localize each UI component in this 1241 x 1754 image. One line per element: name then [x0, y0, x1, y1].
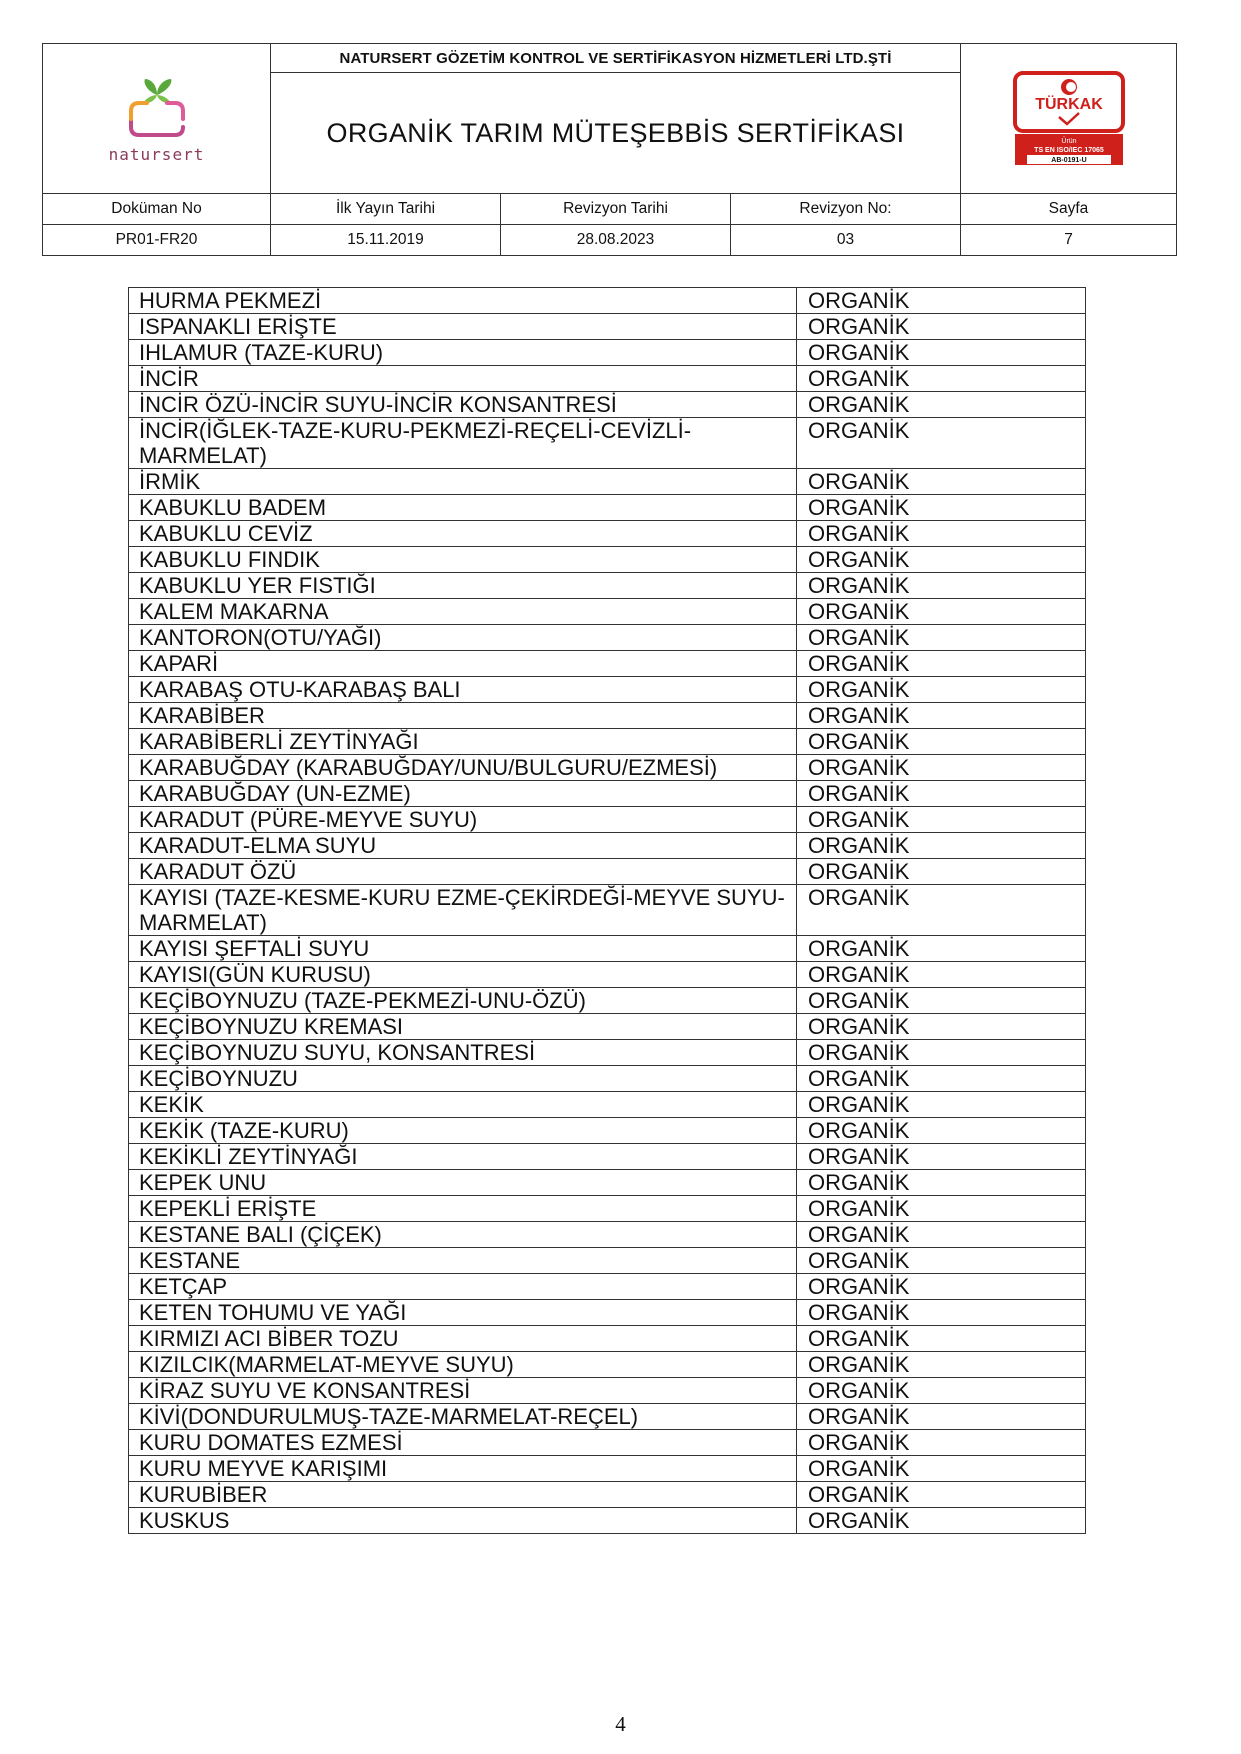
table-row — [129, 729, 1086, 755]
product-name: KARADUT ÖZÜ — [129, 859, 797, 885]
table-row — [129, 988, 1086, 1014]
product-status: ORGANİK — [797, 1404, 1086, 1430]
product-name: KABUKLU FINDIK — [129, 547, 797, 573]
product-status: ORGANİK — [797, 677, 1086, 703]
table-row — [129, 833, 1086, 859]
product-name: İNCİR(İĞLEK-TAZE-KURU-PEKMEZİ-REÇELİ-CEVİZLİ-MARMELAT) — [129, 418, 797, 469]
table-row — [129, 1040, 1086, 1066]
page-number: 4 — [615, 1712, 626, 1736]
meta-value-revision-date: 28.08.2023 — [501, 225, 731, 256]
table-row — [129, 1144, 1086, 1170]
document-title: ORGANİK TARIM MÜTEŞEBBİS SERTİFİKASI — [271, 73, 961, 194]
product-status: ORGANİK — [797, 625, 1086, 651]
product-status: ORGANİK — [797, 936, 1086, 962]
product-name: KEÇİBOYNUZU SUYU, KONSANTRESİ — [129, 1040, 797, 1066]
product-status: ORGANİK — [797, 599, 1086, 625]
product-status: ORGANİK — [797, 1040, 1086, 1066]
meta-label-revision-no: Revizyon No: — [731, 194, 961, 225]
product-status: ORGANİK — [797, 781, 1086, 807]
table-row — [129, 651, 1086, 677]
meta-value-revision-no: 03 — [731, 225, 961, 256]
product-name: KURUBİBER — [129, 1482, 797, 1508]
product-name: KABUKLU BADEM — [129, 495, 797, 521]
product-name: KEÇİBOYNUZU — [129, 1066, 797, 1092]
product-status: ORGANİK — [797, 885, 1086, 936]
product-name: KUSKUS — [129, 1508, 797, 1534]
table-row — [129, 1118, 1086, 1144]
product-name: KURU DOMATES EZMESİ — [129, 1430, 797, 1456]
product-name: KAYISI (TAZE-KESME-KURU EZME-ÇEKİRDEĞİ-MEYVE SUYU-MARMELAT) — [129, 885, 797, 936]
product-status: ORGANİK — [797, 469, 1086, 495]
product-status: ORGANİK — [797, 1456, 1086, 1482]
product-name: KABUKLU CEVİZ — [129, 521, 797, 547]
table-row — [129, 936, 1086, 962]
product-name: KABUKLU YER FISTIĞI — [129, 573, 797, 599]
logo-icon — [117, 73, 197, 143]
table-row — [129, 859, 1086, 885]
meta-label-revision-date: Revizyon Tarihi — [501, 194, 731, 225]
product-status: ORGANİK — [797, 1482, 1086, 1508]
product-name: KURU MEYVE KARIŞIMI — [129, 1456, 797, 1482]
table-row — [129, 547, 1086, 573]
product-name: KİRAZ SUYU VE KONSANTRESİ — [129, 1378, 797, 1404]
product-name: KETEN TOHUMU VE YAĞI — [129, 1300, 797, 1326]
product-name: KARADUT-ELMA SUYU — [129, 833, 797, 859]
table-row — [129, 469, 1086, 495]
meta-label-first-date: İlk Yayın Tarihi — [271, 194, 501, 225]
logo-text: natursert — [108, 145, 205, 164]
product-rows — [129, 288, 1086, 1534]
table-row — [129, 392, 1086, 418]
document-header — [42, 43, 1177, 256]
table-row — [129, 1066, 1086, 1092]
table-row — [129, 521, 1086, 547]
product-name: KANTORON(OTU/YAĞI) — [129, 625, 797, 651]
product-status: ORGANİK — [797, 1170, 1086, 1196]
table-row — [129, 1326, 1086, 1352]
turkak-line3: AB-0191-U — [1050, 156, 1087, 164]
meta-label-doc-no: Doküman No — [43, 194, 271, 225]
table-row — [129, 1508, 1086, 1534]
product-status: ORGANİK — [797, 392, 1086, 418]
accreditation-cell — [961, 44, 1177, 194]
product-name: KAPARİ — [129, 651, 797, 677]
product-name: KARABİBER — [129, 703, 797, 729]
product-status: ORGANİK — [797, 1196, 1086, 1222]
table-row — [129, 625, 1086, 651]
meta-label-page: Sayfa — [961, 194, 1177, 225]
product-status: ORGANİK — [797, 1508, 1086, 1534]
product-name: KARABİBERLİ ZEYTİNYAĞI — [129, 729, 797, 755]
product-status: ORGANİK — [797, 288, 1086, 314]
table-row — [129, 703, 1086, 729]
product-status: ORGANİK — [797, 833, 1086, 859]
turkak-line2: TS EN ISO/IEC 17065 — [1033, 146, 1104, 154]
product-status: ORGANİK — [797, 807, 1086, 833]
product-name: KARABAŞ OTU-KARABAŞ BALI — [129, 677, 797, 703]
table-row — [129, 1170, 1086, 1196]
table-row — [129, 1456, 1086, 1482]
table-row — [129, 1482, 1086, 1508]
product-status: ORGANİK — [797, 1300, 1086, 1326]
meta-value-page: 7 — [961, 225, 1177, 256]
turkak-logo-icon — [1013, 71, 1125, 167]
product-name: KAYISI(GÜN KURUSU) — [129, 962, 797, 988]
product-status: ORGANİK — [797, 495, 1086, 521]
table-row — [129, 1274, 1086, 1300]
product-status: ORGANİK — [797, 340, 1086, 366]
table-row — [129, 885, 1086, 936]
table-row — [129, 807, 1086, 833]
product-status: ORGANİK — [797, 1248, 1086, 1274]
product-status: ORGANİK — [797, 755, 1086, 781]
product-status: ORGANİK — [797, 1326, 1086, 1352]
product-status: ORGANİK — [797, 703, 1086, 729]
turkak-brand: TÜRKAK — [1034, 95, 1103, 113]
product-name: KETÇAP — [129, 1274, 797, 1300]
product-status: ORGANİK — [797, 988, 1086, 1014]
product-status: ORGANİK — [797, 314, 1086, 340]
table-row — [129, 1300, 1086, 1326]
product-status: ORGANİK — [797, 1274, 1086, 1300]
table-row — [129, 1378, 1086, 1404]
product-name: İNCİR ÖZÜ-İNCİR SUYU-İNCİR KONSANTRESİ — [129, 392, 797, 418]
product-status: ORGANİK — [797, 651, 1086, 677]
product-name: KEKİK (TAZE-KURU) — [129, 1118, 797, 1144]
table-row — [129, 677, 1086, 703]
product-name: KEÇİBOYNUZU (TAZE-PEKMEZİ-UNU-ÖZÜ) — [129, 988, 797, 1014]
table-row — [129, 1196, 1086, 1222]
table-row — [129, 1404, 1086, 1430]
table-row — [129, 573, 1086, 599]
product-name: KESTANE — [129, 1248, 797, 1274]
table-row — [129, 1222, 1086, 1248]
product-status: ORGANİK — [797, 1352, 1086, 1378]
turkak-mark — [961, 71, 1176, 167]
product-name: IHLAMUR (TAZE-KURU) — [129, 340, 797, 366]
product-status: ORGANİK — [797, 1066, 1086, 1092]
product-name: KAYISI ŞEFTALİ SUYU — [129, 936, 797, 962]
product-status: ORGANİK — [797, 418, 1086, 469]
product-status: ORGANİK — [797, 859, 1086, 885]
table-row — [129, 962, 1086, 988]
table-row — [129, 755, 1086, 781]
natursert-logo — [43, 73, 270, 164]
table-row — [129, 288, 1086, 314]
product-name: KESTANE BALI (ÇİÇEK) — [129, 1222, 797, 1248]
product-name: KARADUT (PÜRE-MEYVE SUYU) — [129, 807, 797, 833]
product-name: KEÇİBOYNUZU KREMASI — [129, 1014, 797, 1040]
table-row — [129, 366, 1086, 392]
product-name: İRMİK — [129, 469, 797, 495]
product-status: ORGANİK — [797, 729, 1086, 755]
product-status: ORGANİK — [797, 366, 1086, 392]
table-row — [129, 1352, 1086, 1378]
product-name: KARABUĞDAY (UN-EZME) — [129, 781, 797, 807]
table-row — [129, 599, 1086, 625]
table-row — [129, 1092, 1086, 1118]
product-list — [128, 287, 1086, 1534]
product-status: ORGANİK — [797, 1222, 1086, 1248]
turkak-line1: Ürün — [1060, 137, 1077, 145]
company-name: NATURSERT GÖZETİM KONTROL VE SERTİFİKASYON HİZMETLERİ LTD.ŞTİ — [271, 44, 961, 73]
product-name: KIZILCIK(MARMELAT-MEYVE SUYU) — [129, 1352, 797, 1378]
product-name: KEPEKLİ ERİŞTE — [129, 1196, 797, 1222]
product-name: KALEM MAKARNA — [129, 599, 797, 625]
product-name: KEKİK — [129, 1092, 797, 1118]
product-name: KEKİKLİ ZEYTİNYAĞI — [129, 1144, 797, 1170]
product-status: ORGANİK — [797, 1118, 1086, 1144]
meta-value-doc-no: PR01-FR20 — [43, 225, 271, 256]
product-name: HURMA PEKMEZİ — [129, 288, 797, 314]
table-row — [129, 1014, 1086, 1040]
product-name: KEPEK UNU — [129, 1170, 797, 1196]
product-status: ORGANİK — [797, 1430, 1086, 1456]
product-name: KIRMIZI ACI BİBER TOZU — [129, 1326, 797, 1352]
product-status: ORGANİK — [797, 1014, 1086, 1040]
product-status: ORGANİK — [797, 962, 1086, 988]
product-status: ORGANİK — [797, 1378, 1086, 1404]
table-row — [129, 1248, 1086, 1274]
product-name: İNCİR — [129, 366, 797, 392]
product-name: ISPANAKLI ERİŞTE — [129, 314, 797, 340]
product-status: ORGANİK — [797, 573, 1086, 599]
table-row — [129, 1430, 1086, 1456]
table-row — [129, 495, 1086, 521]
table-row — [129, 314, 1086, 340]
table-row — [129, 418, 1086, 469]
product-name: KARABUĞDAY (KARABUĞDAY/UNU/BULGURU/EZMESİ) — [129, 755, 797, 781]
product-status: ORGANİK — [797, 521, 1086, 547]
product-status: ORGANİK — [797, 1092, 1086, 1118]
product-name: KİVİ(DONDURULMUŞ-TAZE-MARMELAT-REÇEL) — [129, 1404, 797, 1430]
product-status: ORGANİK — [797, 547, 1086, 573]
meta-value-first-date: 15.11.2019 — [271, 225, 501, 256]
logo-cell — [43, 44, 271, 194]
table-row — [129, 781, 1086, 807]
table-row — [129, 340, 1086, 366]
product-status: ORGANİK — [797, 1144, 1086, 1170]
